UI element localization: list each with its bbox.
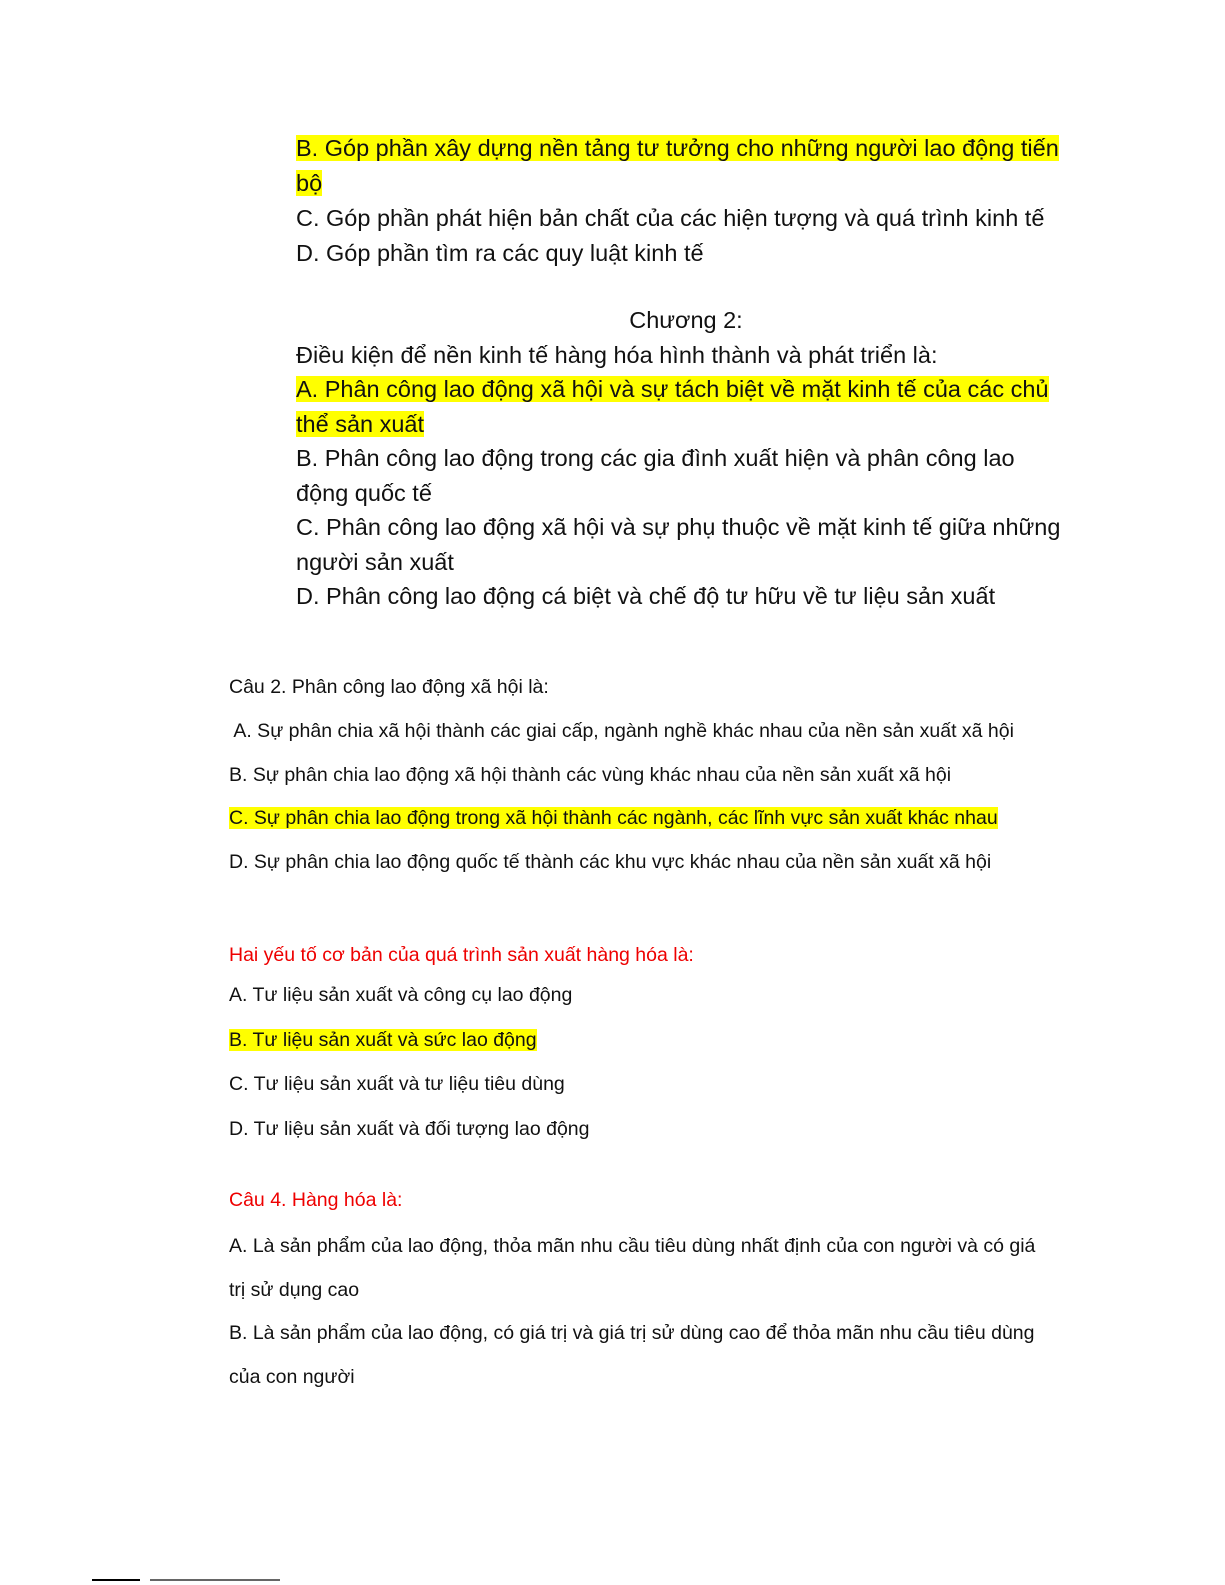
chapter-heading: Chương 2: — [629, 307, 743, 333]
option-c: C. Góp phần phát hiện bản chất của các hiện tượng và quá trình kinh tế — [296, 205, 1045, 231]
option-a: A. Tư liệu sản xuất và công cụ lao động — [229, 984, 573, 1006]
option-a-line1: A. Là sản phẩm của lao động, thỏa mãn nhu cầu tiêu dùng nhất định của con người và có giá — [229, 1235, 1036, 1257]
page-edge-mark — [150, 1579, 280, 1581]
option-b-line2: động quốc tế — [296, 479, 432, 506]
chapter-2-section — [296, 303, 1076, 614]
cau-4-section — [229, 1189, 1089, 1410]
option-a: A. Sự phân chia xã hội thành các giai cấp, ngành nghề khác nhau của nền sản xuất xã hội — [229, 720, 1014, 742]
option-a-line2: trị sử dụng cao — [229, 1279, 360, 1301]
cau-2-section — [229, 676, 1089, 895]
option-b-highlighted: B. Góp phần xây dựng nền tảng tư tưởng cho những người lao động tiến — [296, 135, 1059, 161]
option-b-line1: B. Là sản phẩm của lao động, có giá trị và giá trị sử dùng cao để thỏa mãn nhu cầu tiêu dùng — [229, 1322, 1035, 1344]
option-c-highlighted: C. Sự phân chia lao động trong xã hội thành các ngành, các lĩnh vực sản xuất khác nhau — [229, 807, 998, 829]
option-c-line2: người sản xuất — [296, 548, 454, 575]
option-b-line1: B. Phân công lao động trong các gia đình xuất hiện và phân công lao — [296, 445, 1015, 471]
cau-3-section — [229, 944, 1089, 1162]
option-b: B. Sự phân chia lao động xã hội thành các vùng khác nhau của nền sản xuất xã hội — [229, 764, 952, 786]
option-b-line2: của con người — [229, 1366, 355, 1388]
question-cau-3: Hai yếu tố cơ bản của quá trình sản xuất hàng hóa là: — [229, 944, 694, 966]
option-d: D. Sự phân chia lao động quốc tế thành các khu vực khác nhau của nền sản xuất xã hội — [229, 851, 992, 873]
option-c: C. Tư liệu sản xuất và tư liệu tiêu dùng — [229, 1073, 565, 1095]
prev-question-options — [296, 131, 1076, 271]
chapter-question: Điều kiện để nền kinh tế hàng hóa hình thành và phát triển là: — [296, 341, 938, 368]
question-cau-4: Câu 4. Hàng hóa là: — [229, 1189, 403, 1211]
page-edge-mark — [92, 1579, 140, 1581]
question-cau-2: Câu 2. Phân công lao động xã hội là: — [229, 676, 549, 698]
option-d: D. Phân công lao động cá biệt và chế độ tư hữu về tư liệu sản xuất — [296, 583, 996, 609]
option-d: D. Tư liệu sản xuất và đối tượng lao động — [229, 1118, 590, 1140]
option-d: D. Góp phần tìm ra các quy luật kinh tế — [296, 240, 704, 266]
option-a-continuation: thể sản xuất — [296, 410, 425, 437]
option-b-highlighted: B. Tư liệu sản xuất và sức lao động — [229, 1029, 537, 1051]
option-c-line1: C. Phân công lao động xã hội và sự phụ thuộc về mặt kinh tế giữa những — [296, 514, 1061, 540]
option-a-highlighted: A. Phân công lao động xã hội và sự tách biệt về mặt kinh tế của các chủ — [296, 376, 1049, 402]
option-b-continuation: bộ — [296, 170, 323, 196]
